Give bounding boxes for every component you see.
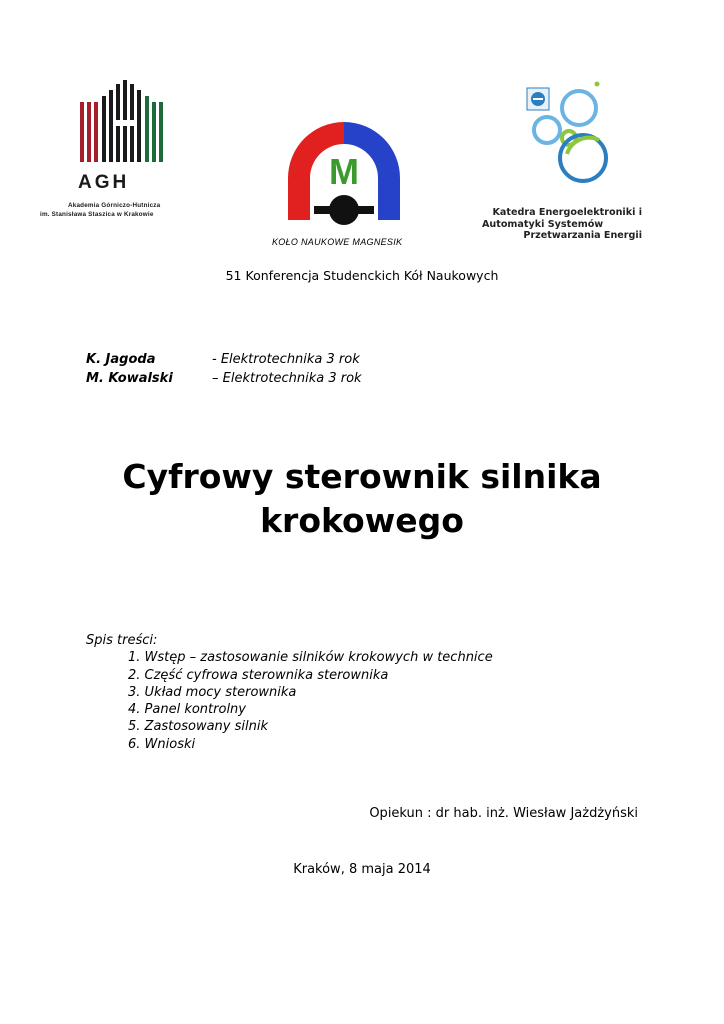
agh-emblem-icon [60,80,190,170]
table-of-contents [86,632,493,753]
author-name: M. Kowalski [86,371,173,386]
magnesik-logo [262,102,426,252]
date-line: Kraków, 8 maja 2014 [293,862,431,877]
magnet-icon [262,102,426,232]
author-row [86,369,362,388]
supervisor-line: Opiekun : dr hab. inż. Wiesław Jażdżyński [369,806,638,821]
katedra-name [482,207,642,242]
katedra-line3: Przetwarzania Energii [523,230,642,241]
toc-item: 6. Wnioski [128,736,196,752]
toc-list [86,649,493,753]
magnesik-caption: KOŁO NAUKOWE MAGNESIK [272,237,403,247]
author-program: – Elektrotechnika 3 rok [212,371,362,386]
agh-name-line2: im. Stanisława Staszica w Krakowie [40,211,154,218]
katedra-logo [523,80,613,190]
author-name: K. Jagoda [86,352,156,367]
toc-item: 2. Część cyfrowa sterownika sterownika [128,667,389,683]
toc-item: 5. Zastosowany silnik [128,719,268,735]
katedra-line2: Automatyki Systemów [482,218,604,230]
agh-logo [40,80,190,225]
document-title [0,455,724,543]
toc-item: 4. Panel kontrolny [128,702,246,718]
magnesik-letter: M [329,151,359,192]
conference-line: 51 Konferencja Studenckich Kół Naukowych [225,268,499,283]
authors [86,350,362,388]
toc-heading: Spis treści: [86,633,158,648]
toc-item: 1. Wstęp – zastosowanie silników krokowych w technice [128,650,493,666]
author-program: - Elektrotechnika 3 rok [212,352,360,367]
toc-item: 3. Układ mocy sterownika [128,684,297,700]
title-line1: Cyfrowy sterownik silnika [122,457,602,496]
title-line2: krokowego [260,501,464,540]
author-row [86,350,362,369]
katedra-circles-icon [523,80,613,190]
katedra-line1: Katedra Energoelektroniki i [492,207,642,218]
agh-name-line1: Akademia Górniczo-Hutnicza [68,202,161,209]
agh-letters: AGH [78,172,130,193]
